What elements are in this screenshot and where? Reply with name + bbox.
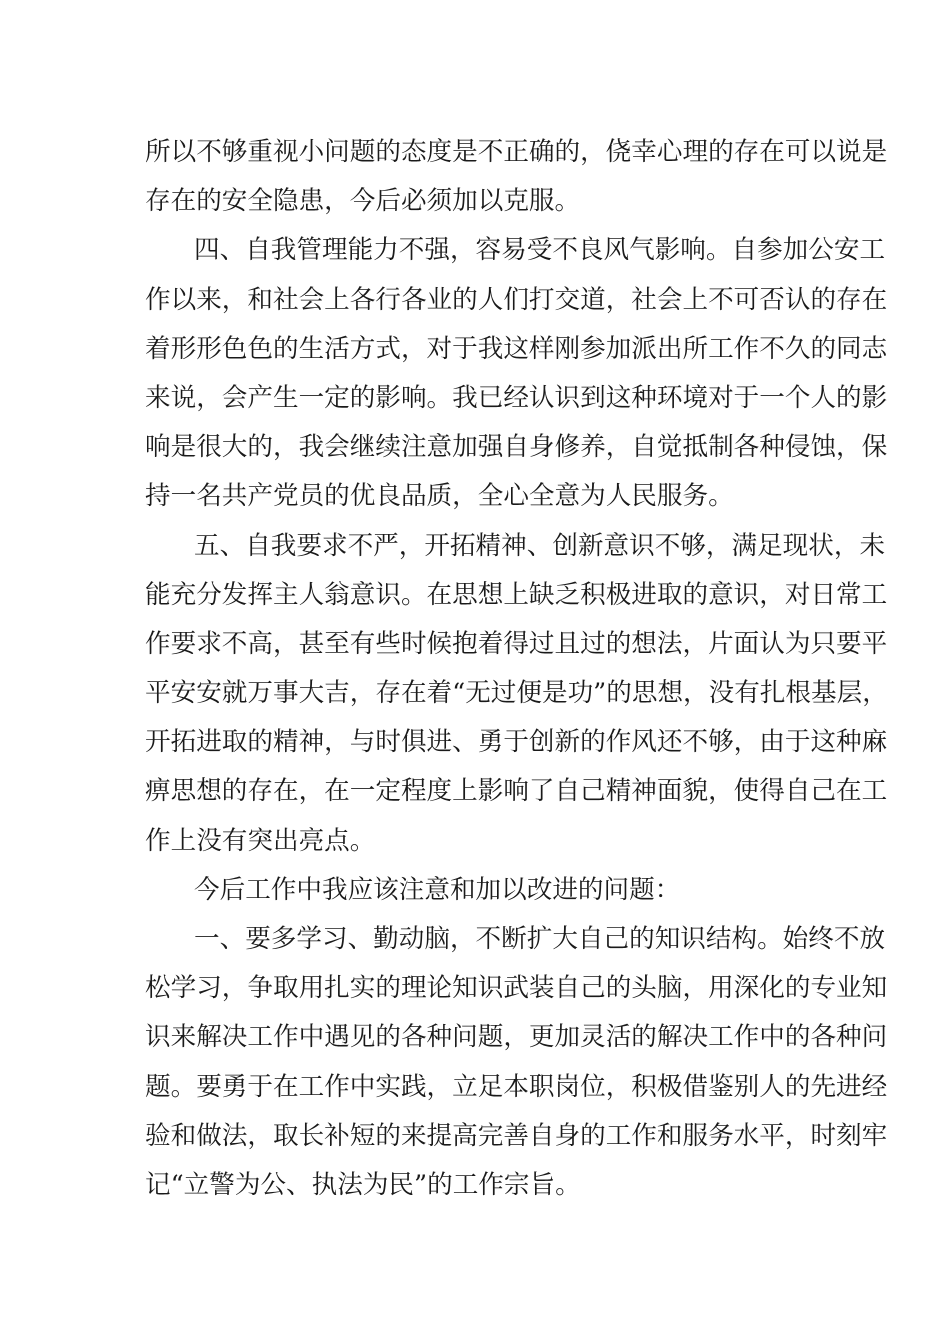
- text-line: 松学习，争取用扎实的理论知识武装自己的头脑，用深化的专业知: [145, 973, 888, 1004]
- text-line: 存在的安全隐患，今后必须加以克服。: [145, 186, 581, 217]
- text-line: 识来解决工作中遇见的各种问题，更加灵活的解决工作中的各种问: [145, 1022, 888, 1053]
- text-line: 能充分发挥主人翁意识。在思想上缺乏积极进取的意识，对日常工: [145, 579, 888, 610]
- text-line: 开拓进取的精神，与时俱进、勇于创新的作风还不够，由于这种麻: [145, 727, 888, 758]
- text-line: 持一名共产党员的优良品质，全心全意为人民服务。: [145, 481, 734, 512]
- text-line: 作以来，和社会上各行各业的人们打交道，社会上不可否认的存在: [145, 284, 888, 315]
- text-line: 着形形色色的生活方式，对于我这样刚参加派出所工作不久的同志: [145, 333, 888, 364]
- text-line: 痹思想的存在，在一定程度上影响了自己精神面貌，使得自己在工: [145, 776, 888, 807]
- text-line: 作上没有突出亮点。: [145, 825, 376, 856]
- text-line: 作要求不高，甚至有些时候抱着得过且过的想法，片面认为只要平: [145, 628, 888, 659]
- text-line: 响是很大的，我会继续注意加强自身修养，自觉抵制各种侵蚀，保: [145, 432, 888, 463]
- text-line: 验和做法，取长补短的来提高完善自身的工作和服务水平，时刻牢: [145, 1120, 888, 1151]
- text-line: 四、自我管理能力不强，容易受不良风气影响。自参加公安工: [194, 235, 886, 266]
- text-line: 来说，会产生一定的影响。我已经认识到这种环境对于一个人的影: [145, 382, 888, 413]
- text-line: 五、自我要求不严，开拓精神、创新意识不够，满足现状，未: [194, 530, 886, 561]
- text-line: 平安安就万事大吉，存在着“无过便是功”的思想，没有扎根基层，: [145, 678, 888, 709]
- text-line: 题。要勇于在工作中实践，立足本职岗位，积极借鉴别人的先进经: [145, 1071, 888, 1102]
- text-line: 今后工作中我应该注意和加以改进的问题：: [194, 874, 681, 905]
- document-body: [145, 128, 888, 1210]
- text-line: 记“立警为公、执法为民”的工作宗旨。: [145, 1169, 581, 1200]
- text-line: 一、要多学习、勤动脑，不断扩大自己的知识结构。始终不放: [194, 924, 886, 954]
- text-line: 所以不够重视小问题的态度是不正确的，侥幸心理的存在可以说是: [145, 137, 888, 167]
